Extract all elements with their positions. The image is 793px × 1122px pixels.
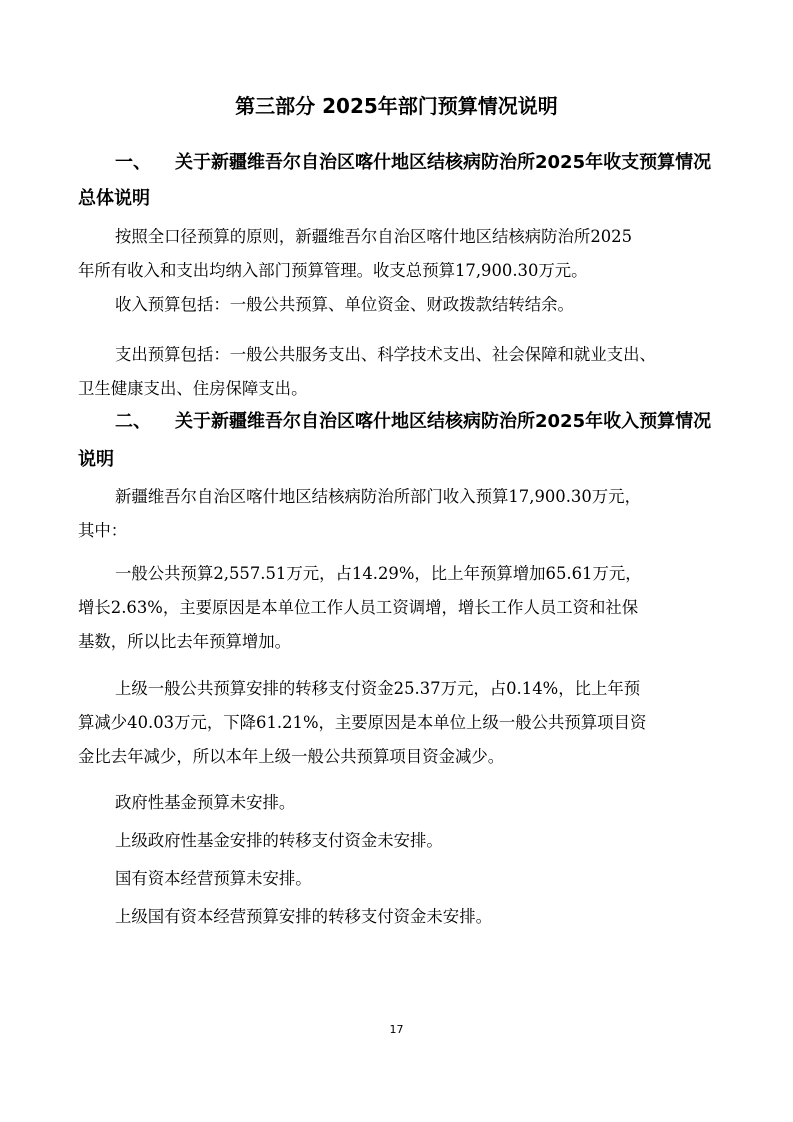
section-1-heading-line-2: 总体说明 [78, 188, 150, 209]
paragraph-line: 政府性基金预算未安排。 [115, 793, 296, 812]
section-2-paragraph-3 [78, 672, 718, 774]
section-2-heading [78, 405, 718, 439]
section-2-heading-line-2: 说明 [78, 449, 114, 470]
section-2-number: 二、 [115, 411, 151, 432]
section-1-number: 一、 [115, 152, 151, 173]
paragraph-line: 新疆维吾尔自治区喀什地区结核病防治所部门收入预算17,900.30万元， [115, 487, 641, 506]
paragraph-line: 支出预算包括：一般公共服务支出、科学技术支出、社会保障和就业支出、 [115, 345, 656, 364]
section-2-paragraph-4 [78, 786, 718, 820]
paragraph-line: 上级政府性基金安排的转移支付资金未安排。 [115, 831, 443, 850]
paragraph-line: 年所有收入和支出均纳入部门预算管理。收支总预算17,900.30万元。 [78, 261, 588, 280]
section-2-paragraph-6 [78, 862, 718, 896]
section-1-paragraph-1 [78, 220, 718, 288]
section-2-paragraph-5 [78, 824, 718, 858]
paragraph-line: 金比去年减少，所以本年上级一般公共预算项目资金减少。 [78, 747, 505, 766]
paragraph-line: 增长2.63%，主要原因是本单位工作人员工资调增，增长工作人员工资和社保 [78, 598, 639, 617]
section-1-heading-line-1 [78, 152, 711, 173]
section-1-heading [78, 146, 718, 180]
paragraph-line: 国有资本经营预算未安排。 [115, 869, 312, 888]
section-1-paragraph-3 [78, 338, 718, 406]
paragraph-line: 上级国有资本经营预算安排的转移支付资金未安排。 [115, 907, 492, 926]
paragraph-line: 其中： [78, 521, 128, 540]
section-2-heading-text: 关于新疆维吾尔自治区喀什地区结核病防治所2025年收入预算情况 [175, 411, 712, 432]
page-title: 第三部分 2025年部门预算情况说明 [235, 94, 558, 118]
paragraph-line: 算减少40.03万元，下降61.21%，主要原因是本单位上级一般公共预算项目资 [78, 713, 647, 732]
paragraph-line: 卫生健康支出、住房保障支出。 [78, 379, 308, 398]
section-1-heading-text: 关于新疆维吾尔自治区喀什地区结核病防治所2025年收支预算情况 [175, 152, 712, 173]
page-number: 17 [389, 1023, 404, 1036]
paragraph-line: 一般公共预算2,557.51万元，占14.29%，比上年预算增加65.61万元， [115, 564, 642, 583]
paragraph-line: 收入预算包括：一般公共预算、单位资金、财政拨款结转结余。 [115, 295, 574, 314]
paragraph-line: 按照全口径预算的原则，新疆维吾尔自治区喀什地区结核病防治所2025 [115, 227, 633, 246]
section-1-heading-cont [78, 182, 718, 216]
section-1-paragraph-2 [78, 288, 718, 322]
section-2-heading-cont [78, 443, 718, 477]
section-2-paragraph-7 [78, 900, 718, 934]
paragraph-line: 上级一般公共预算安排的转移支付资金25.37万元，占0.14%，比上年预 [115, 679, 641, 698]
paragraph-line: 基数，所以比去年预算增加。 [78, 632, 292, 651]
section-2-paragraph-2 [78, 557, 718, 659]
section-2-paragraph-1 [78, 480, 718, 548]
